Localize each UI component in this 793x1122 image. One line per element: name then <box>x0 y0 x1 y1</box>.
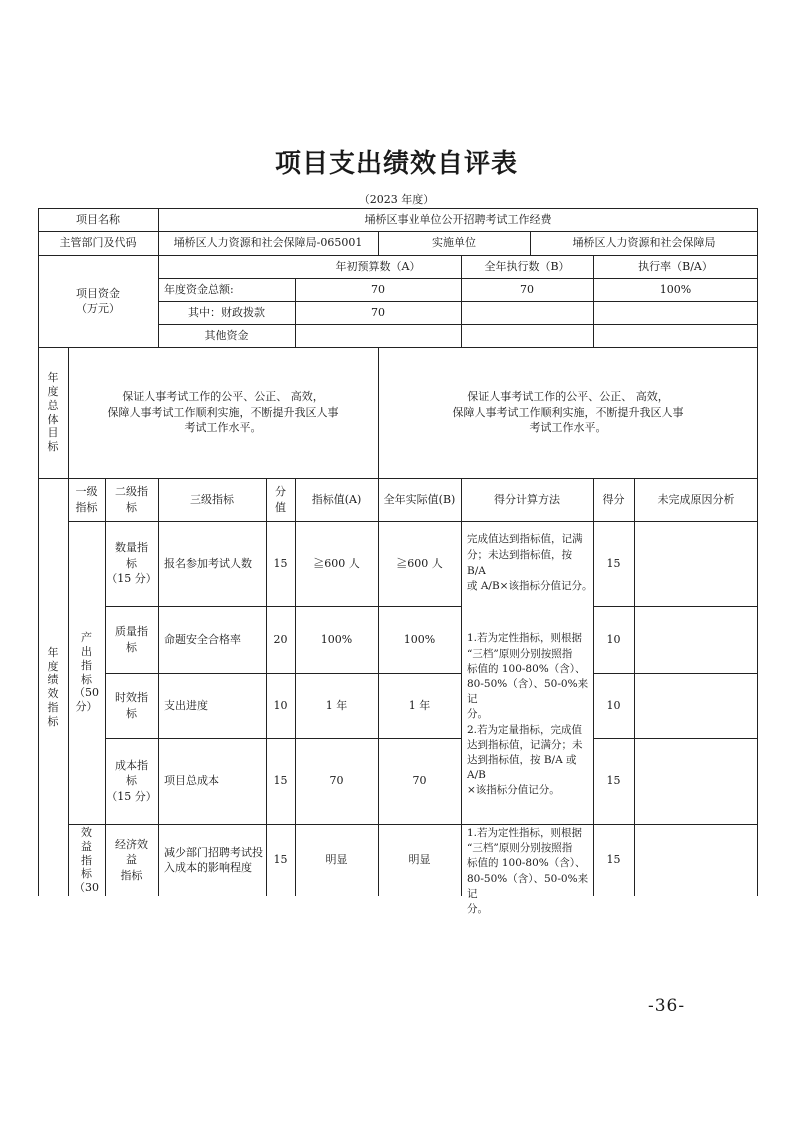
table-row-level2: 经济效 益 指标 <box>115 837 148 882</box>
funds-row-total-actual: 70 <box>520 282 534 296</box>
funds-label: 项目资金 （万元） <box>76 286 120 315</box>
funds-row-fiscal-budget: 70 <box>371 305 385 319</box>
goal-label: 年 度 总 体 目 标 <box>47 371 59 453</box>
table-row-level2: 成本指 标 （15 分） <box>106 758 157 803</box>
funds-row-other-label: 其他资金 <box>204 328 249 342</box>
table-row-actual: 70 <box>412 774 427 788</box>
goal-actual: 保证人事考试工作的公平、公正、 高效， 保障人事考试工作顺利实施，不断提升我区人事 考试工作水平。 <box>452 389 684 435</box>
funds-row-total-label: 年度资金总额: <box>164 282 234 296</box>
table-row-actual: 明显 <box>408 853 431 867</box>
table-row-level3: 支出进度 <box>164 698 208 712</box>
table-row-actual: 1 年 <box>408 698 431 712</box>
funds-row-other-actual <box>461 324 593 347</box>
table-row-target: ≧600 人 <box>313 556 360 570</box>
impl-unit-label: 实施单位 <box>432 236 476 250</box>
table-row-level3: 减少部门招聘考试投 入成本的影响程度 <box>164 845 263 874</box>
table-row-got: 15 <box>606 556 621 570</box>
impl-unit-value: 埇桥区人力资源和社会保障局 <box>572 236 716 250</box>
funds-row-other-rate <box>593 324 758 347</box>
table-row-target: 明显 <box>325 853 348 867</box>
method-output: 1.若为定性指标，则根据 “三档”原则分别按照指 标值的 100-80%（含）、 80-50%（含）、50-0%来记 分。 2.若为定量指标，完成值 达到指标值，记满分；未 达到指标值，按 B/A 或 A/B ×该指标分值记分。 <box>467 632 589 797</box>
project-name-label: 项目名称 <box>76 212 120 226</box>
table-row-actual: ≧600 人 <box>396 556 443 570</box>
header-score: 分 值 <box>275 485 286 514</box>
header-level3: 三级指标 <box>190 492 234 506</box>
funds-header-budget: 年初预算数（A） <box>335 259 421 273</box>
indicators-section-label: 年 度 绩 效 指 标 <box>47 645 59 728</box>
table-row-level2: 时效指 标 <box>115 691 148 720</box>
funds-row-fiscal-actual <box>461 301 593 324</box>
goal-planned: 保证人事考试工作的公平、公正、 高效， 保障人事考试工作顺利实施，不断提升我区人事 考试工作水平。 <box>107 389 339 435</box>
output-indicator-label: 产 出 指 标 （50 分） <box>74 631 99 713</box>
funds-row-fiscal-label: 其中：财政拨款 <box>188 305 265 319</box>
benefit-indicator-label: 效 益 指 标 （30 <box>74 826 99 894</box>
table-row-score: 20 <box>273 632 288 646</box>
funds-header-rate: 执行率（B/A） <box>638 259 713 273</box>
funds-row-total-budget: 70 <box>371 282 385 296</box>
table-row-level2: 质量指 标 <box>115 625 148 654</box>
method-benefit: 1.若为定性指标，则根据 “三档”原则分别按照指 标值的 100-80%（含）、 80-50%（含）、50-0%来记 分。 <box>467 827 589 916</box>
page-title: 项目支出绩效自评表 <box>274 149 518 179</box>
table-row-score: 10 <box>273 698 288 712</box>
table-row-target: 70 <box>329 774 344 788</box>
project-name-value: 埇桥区事业单位公开招聘考试工作经费 <box>364 212 552 226</box>
table-row-target: 1 年 <box>325 698 348 712</box>
table-row-got: 10 <box>606 698 621 712</box>
dept-value: 埇桥区人力资源和社会保障局-065001 <box>173 236 363 250</box>
table-row-score: 15 <box>273 853 288 867</box>
table-row-level3: 报名参加考试人数 <box>164 556 252 570</box>
header-reason: 未完成原因分析 <box>657 492 735 506</box>
header-level1: 一级 指标 <box>75 485 98 514</box>
table-row-got: 15 <box>606 774 621 788</box>
dept-label: 主管部门及代码 <box>59 236 137 250</box>
page-number: -36- <box>648 996 686 1016</box>
method-quantity: 完成值达到指标值，记满 分；未达到指标值，按 B/A 或 A/B×该指标分值记分。 <box>467 533 593 593</box>
funds-header-actual: 全年执行数（B） <box>484 259 570 273</box>
table-row-target: 100% <box>320 632 353 646</box>
header-level2: 二级指 标 <box>115 485 148 514</box>
header-got: 得分 <box>602 492 625 506</box>
table-row-actual: 100% <box>403 632 436 646</box>
header-target: 指标值(A) <box>311 492 362 506</box>
table-row-got: 15 <box>606 853 621 867</box>
table-row-level3: 项目总成本 <box>164 774 219 788</box>
table-row-level3: 命题安全合格率 <box>164 632 241 646</box>
funds-row-total-rate: 100% <box>659 282 692 296</box>
funds-row-other-budget <box>295 324 461 347</box>
table-row-got: 10 <box>606 632 621 646</box>
header-method: 得分计算方法 <box>494 492 560 506</box>
header-actual: 全年实际值(B) <box>383 492 456 506</box>
funds-row-fiscal-rate <box>593 301 758 324</box>
report-year: （2023 年度） <box>358 193 435 206</box>
table-row-level2: 数量指 标 （15 分） <box>106 541 157 586</box>
table-row-score: 15 <box>273 556 288 570</box>
table-row-score: 15 <box>273 774 288 788</box>
